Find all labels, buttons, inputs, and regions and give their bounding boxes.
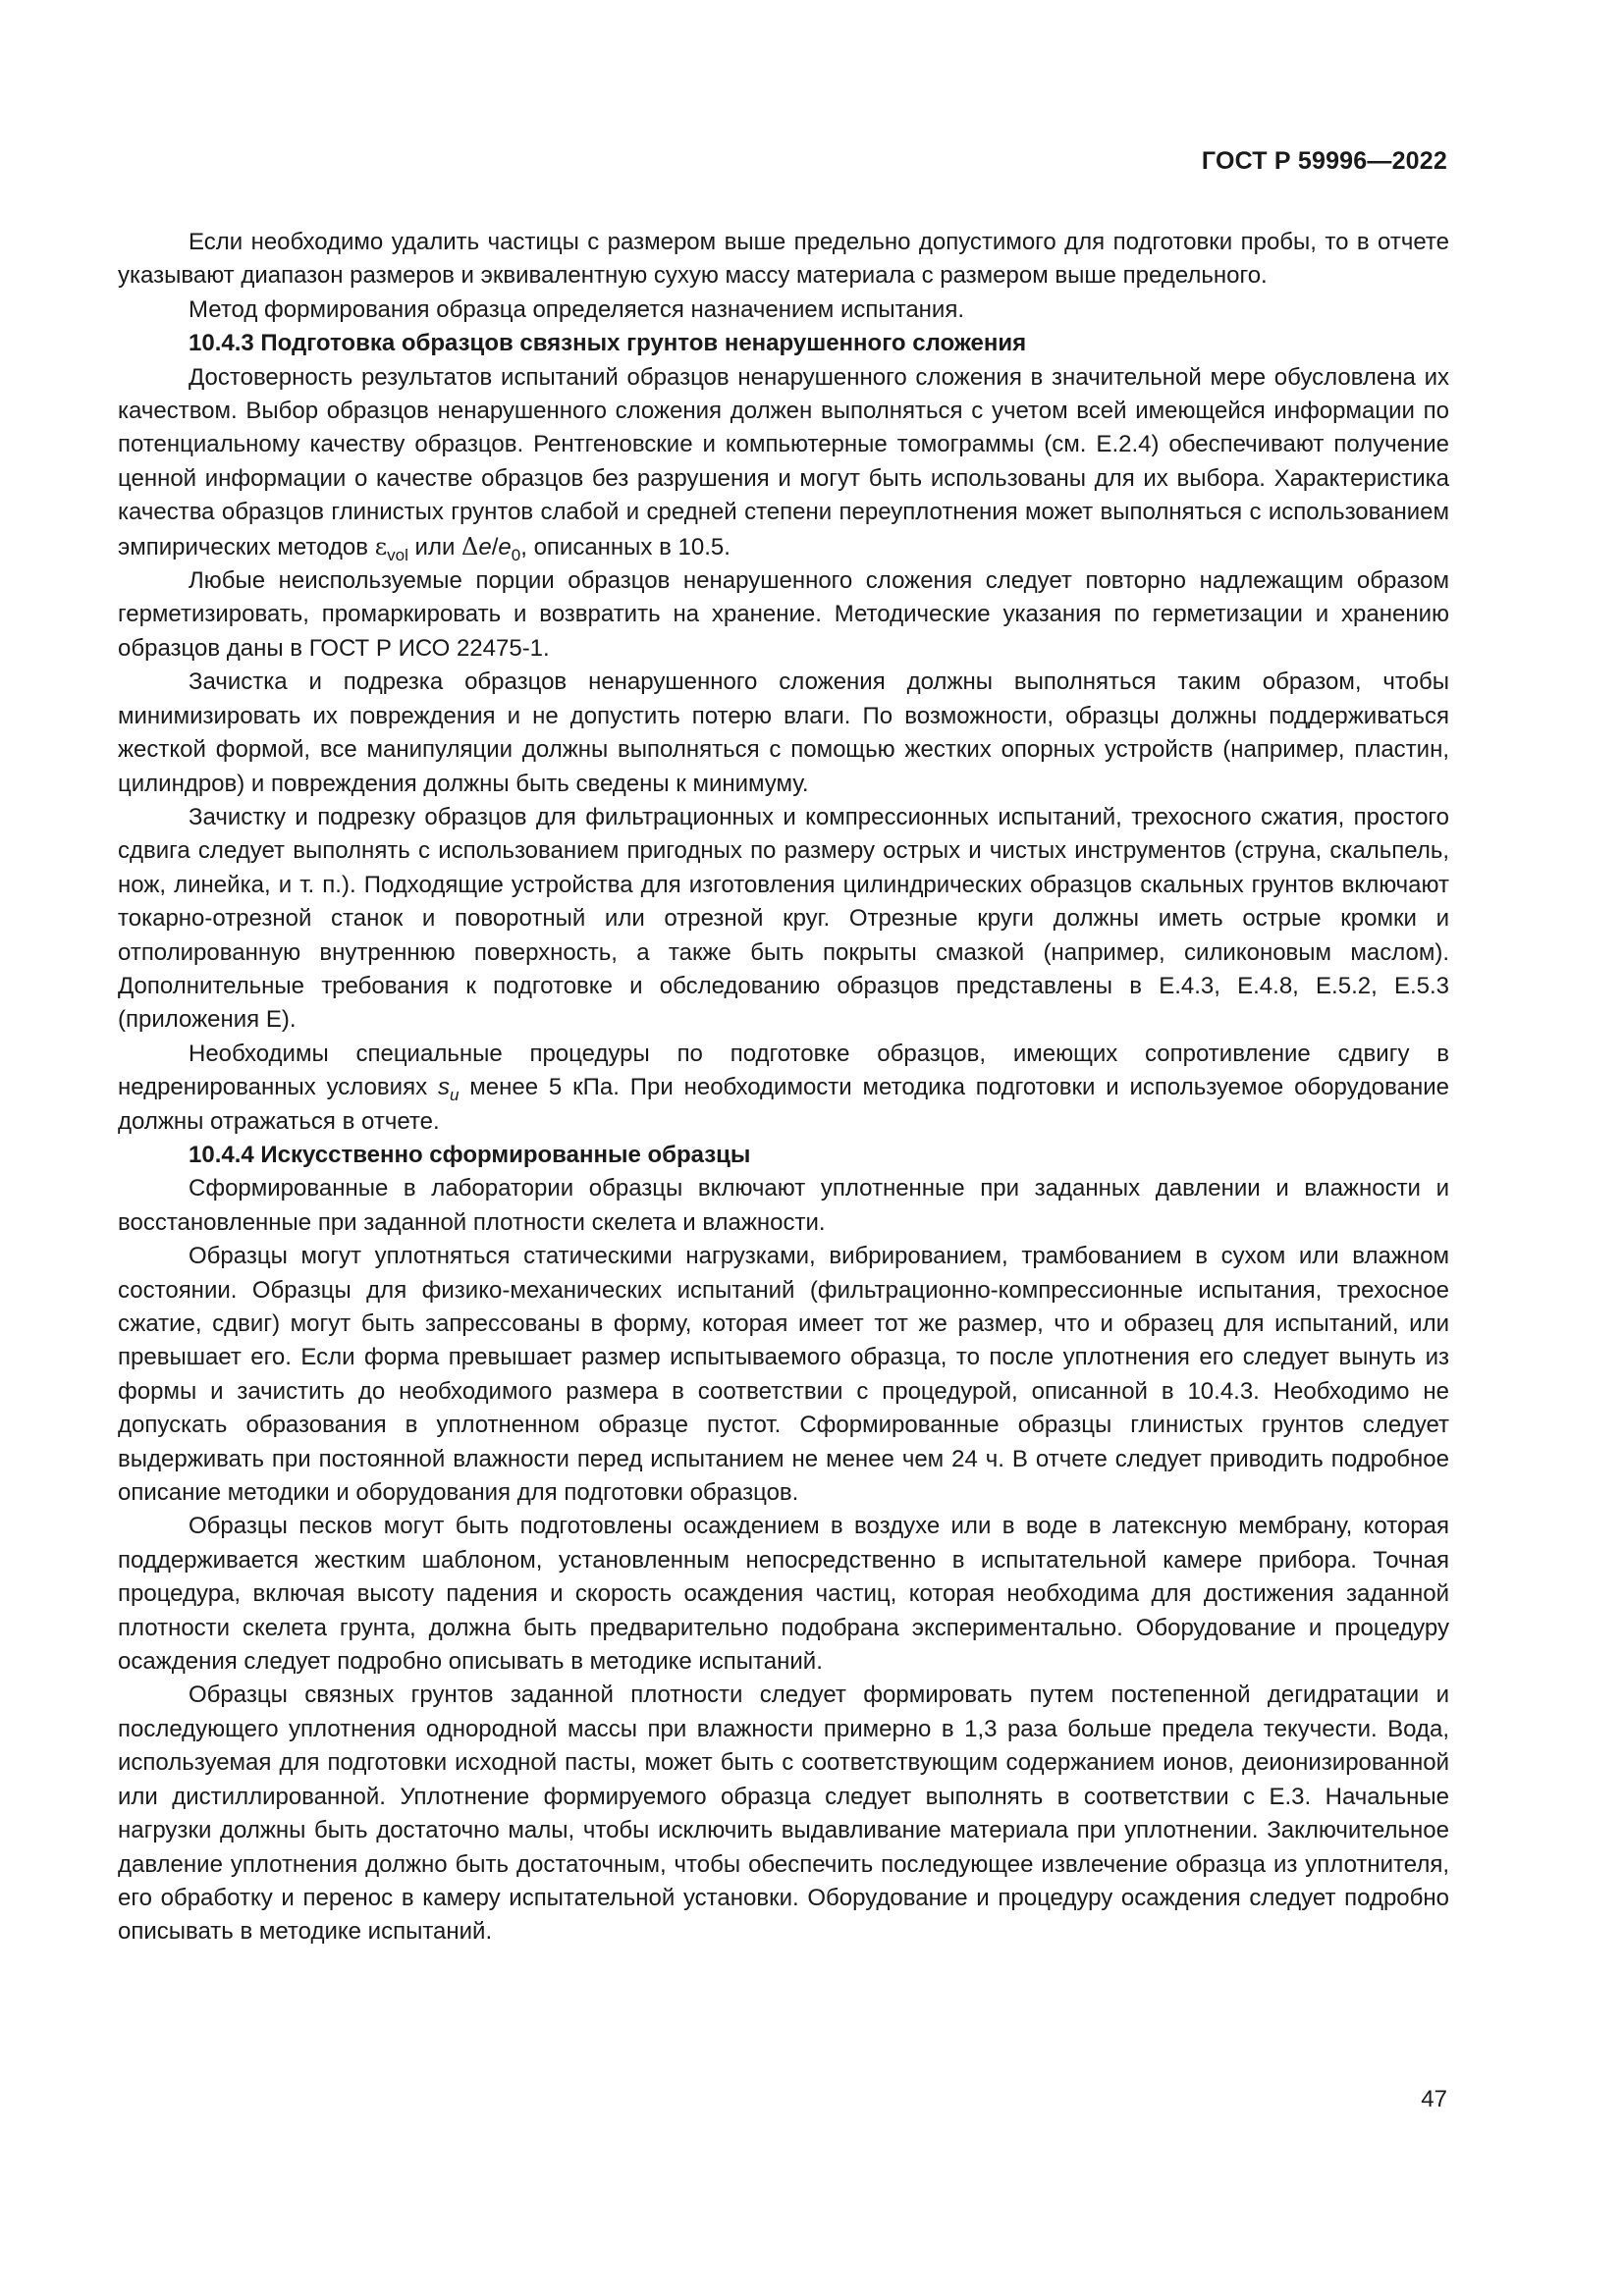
subscript: vol [387,545,408,564]
document-header: ГОСТ Р 59996—2022 [1201,147,1447,175]
paragraph-special-procedures [118,1038,1449,1139]
epsilon-symbol: ε [374,532,388,561]
subscript: 0 [511,545,521,564]
paragraph: Сформированные в лаборатории образцы включают уплотненные при заданных давлении и влажности и восстановленные при заданной плотности скелета и влажности. [118,1175,1449,1236]
section-heading-10-4-4: 10.4.4 Искусственно сформированные образцы [189,1141,751,1168]
paragraph: Образцы могут уплотняться статическими нагрузками, вибрированием, трамбованием в сухом или влажном состоянии. Образцы для физико-механических испытаний (фильтрационно-компрессионные испытания, трехосное сжатие, сдвиг) могут быть запрессованы в форму, которая имеет тот же размер, что и образец для испытаний, или превышает его. Если форма превышает размер испытываемого образца, то после уплотнения его следует вынуть из формы и зачистить до необходимого размера в соответствии с процедурой, описанной в 10.4.3. Необходимо не допускать образования в уплотненном образце пустот. Сформированные образцы глинистых грунтов следует выдерживать при постоянной влажности перед испытанием не менее чем 24 ч. В отчете следует приводить подробное описание методики и оборудования для подготовки образцов. [118,1243,1449,1507]
document-body [118,226,1449,1949]
paragraph-text: Достоверность результатов испытаний образцов ненарушенного сложения в значительной мере обусловлена их качеством. Выбор образцов ненарушенного сложения должен выполняться с учетом всей имеющейся информации по потенциальному качеству образцов. Рентгеновские и компьютерные томограммы (см. Е.2.4) обеспечивают получение ценной информации о качестве образцов без разрушения и могут быть использованы для их выбора. Характеристика качества образцов глинистых грунтов слабой и средней степени переуплотнения может выполняться с использованием эмпирических методов [118,363,1449,561]
paragraph: Метод формирования образца определяется назначением испытания. [189,295,964,323]
paragraph-text: менее 5 кПа. При необходимости методика подготовки и используемое оборудование должны отражаться в отчете. [118,1074,1449,1135]
variable-e0: e [498,533,512,561]
delta-symbol: Δ [461,532,479,561]
paragraph: Образцы связных грунтов заданной плотности следует формировать путем постепенной дегидратации и последующего уплотнения однородной массы при влажности примерно в 1,3 раза больше предела текучести. Вода, используемая для подготовки исходной пасты, может быть с соответствующим содержанием ионов, деионизированной или дистиллированной. Уплотнение формируемого образца следует выполнять в соответствии с Е.3. Начальные нагрузки должны быть достаточно малы, чтобы исключить выдавливание материала при уплотнении. Заключительное давление уплотнения должно быть достаточным, чтобы обеспечить последующее извлечение образца из уплотнителя, его обработку и перенос в камеру испытательной установки. Оборудование и процедуру осаждения следует подробно описывать в методике испытаний. [118,1682,1449,1946]
paragraph-text: , описанных в 10.5. [520,533,731,561]
slash: / [491,533,499,561]
paragraph: Зачистку и подрезку образцов для фильтрационных и компрессионных испытаний, трехосного сжатия, простого сдвига следует выполнять с использованием пригодных по размеру острых и чистых инструментов (струна, скальпель, нож, линейка, и т. п.). Подходящие устройства для изготовления цилиндрических образцов скальных грунтов включают токарно-отрезной станок и поворотный или отрезной круг. Отрезные круги должны иметь острые кромки и отполированную внутреннюю поверхность, а также быть покрыты смазкой (например, силиконовым маслом). Дополнительные требования к подготовке и обследованию образцов представлены в Е.4.3, Е.4.8, Е.5.2, Е.5.3 (приложения Е). [118,803,1449,1034]
paragraph-text: или [407,533,462,561]
variable-s: s [437,1074,450,1101]
paragraph: Зачистка и подрезка образцов ненарушенного сложения должны выполняться таким образом, чтобы минимизировать их повреждения и не допустить потерю влаги. По возможности, образцы должны поддерживаться жесткой формой, все манипуляции должны выполняться с помощью жестких опорных устройств (например, пластин, цилиндров) и повреждения должны быть сведены к минимуму. [118,668,1449,797]
paragraph-text: Необходимы специальные процедуры по подготовке образцов, имеющих сопротивление сдвигу в недренированных условиях [118,1040,1449,1101]
paragraph: Если необходимо удалить частицы с размером выше предельно допустимого для подготовки пробы, то в отчете указывают диапазон размеров и эквивалентную сухую массу материала с размером выше предельного. [118,229,1449,290]
paragraph: Любые неиспользуемые порции образцов ненарушенного сложения следует повторно надлежащим образом герметизировать, промаркировать и возвратить на хранение. Методические указания по герметизации и хранению образцов даны в ГОСТ Р ИСО 22475-1. [118,567,1449,662]
page-number: 47 [1421,2086,1447,2112]
variable-e: e [478,533,492,561]
section-heading-10-4-3: 10.4.3 Подготовка образцов связных грунтов ненарушенного сложения [189,330,1027,357]
paragraph-sample-quality [118,361,1449,564]
subscript: u [449,1085,460,1104]
paragraph: Образцы песков могут быть подготовлены осаждением в воздухе или в воде в латексную мембрану, которая поддерживается жестким шаблоном, установленным непосредственно в испытательной камере прибора. Точная процедура, включая высоту падения и скорость осаждения частиц, которая необходима для достижения заданной плотности скелета грунта, должна быть предварительно подобрана экспериментально. Оборудование и процедуру осаждения следует подробно описывать в методике испытаний. [118,1513,1449,1676]
